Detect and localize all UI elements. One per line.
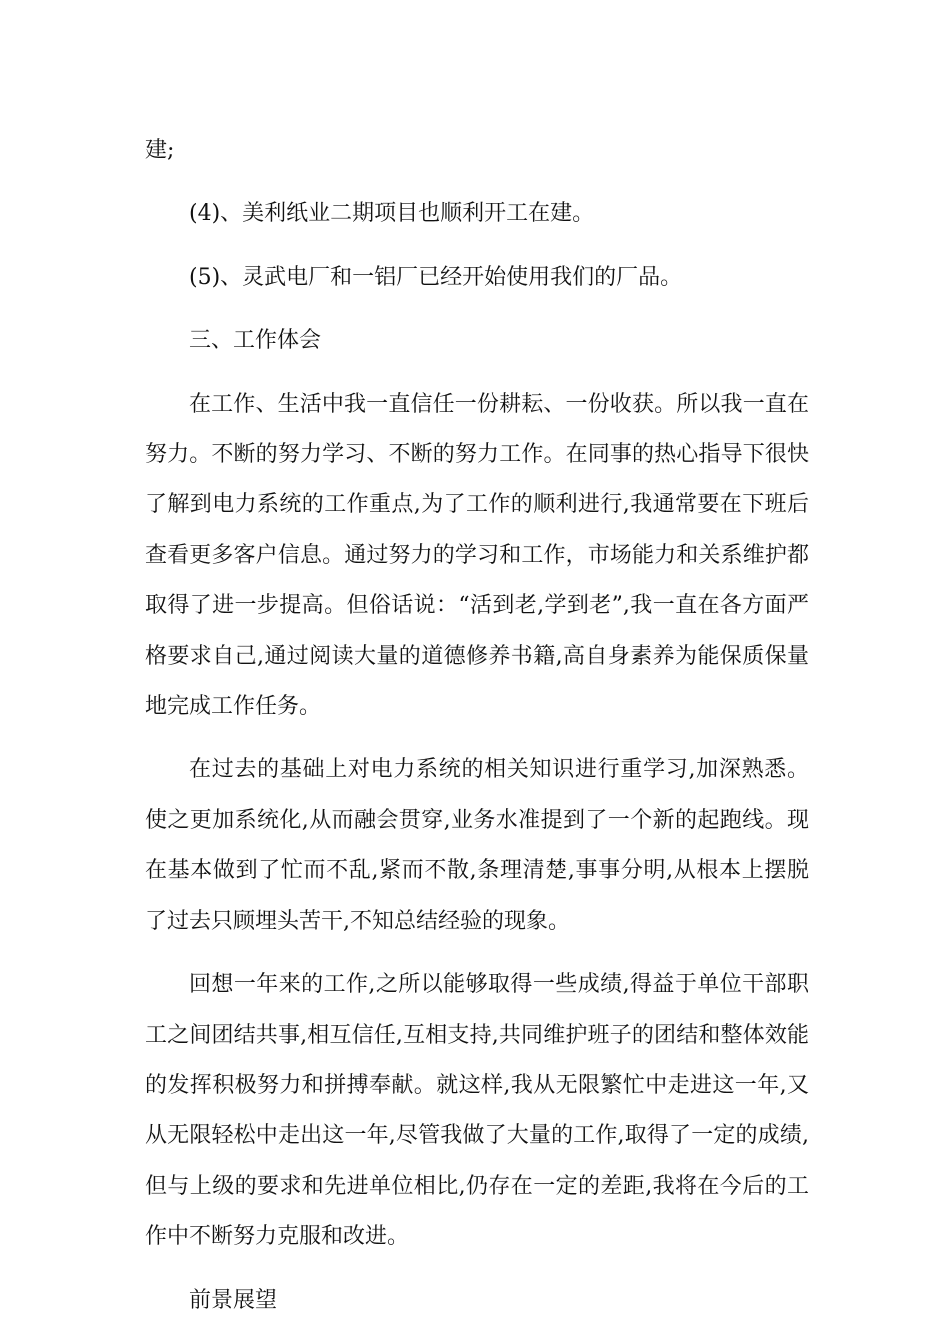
section-heading-work-experience: 三、工作体会 — [189, 328, 322, 354]
paragraph-continuation: 建; — [145, 138, 175, 163]
document-body — [145, 126, 809, 1326]
paragraph-work-life: 在工作、生活中我一直信任一份耕耘、一份收获。所以我一直在努力。不断的努力学习、不断的努力工作。在同事的热心指导下很快了解到电力系统的工作重点,为了工作的顺利进行,我通常要在下班后查看更多客户信息。通过努力的学习和工作，市场能力和关系维护都取得了进一步提高。但俗话说：“活到老,学到老”,我一直在各方面严格要求自己,通过阅读大量的道德修养书籍,高自身素养为能保质保量地完成工作任务。 — [145, 391, 809, 720]
paragraph-item-5: (5)、灵武电厂和一铝厂已经开始使用我们的厂品。 — [189, 264, 683, 290]
paragraph-relearning: 在过去的基础上对电力系统的相关知识进行重学习,加深熟悉。使之更加系统化,从而融会贯穿,业务水准提到了一个新的起跑线。现在基本做到了忙而不乱,紧而不散,条理清楚,事事分明,从根本上摆脱了过去只顾埋头苦干,不知总结经验的现象。 — [145, 757, 809, 934]
paragraph-item-4: (4)、美利纸业二期项目也顺利开工在建。 — [189, 201, 595, 227]
paragraph-reflection: 回想一年来的工作,之所以能够取得一些成绩,得益于单位干部职工之间团结共事,相互信任,互相支持,共同维护班子的团结和整体效能的发挥积极努力和拼搏奉献。就这样,我从无限繁忙中走进这一年,又从无限轻松中走出这一年,尽管我做了大量的工作,取得了一定的成绩,但与上级的要求和先进单位相比,仍存在一定的差距,我将在今后的工作中不断努力克服和改进。 — [145, 972, 809, 1250]
section-heading-outlook: 前景展望 — [189, 1287, 278, 1313]
